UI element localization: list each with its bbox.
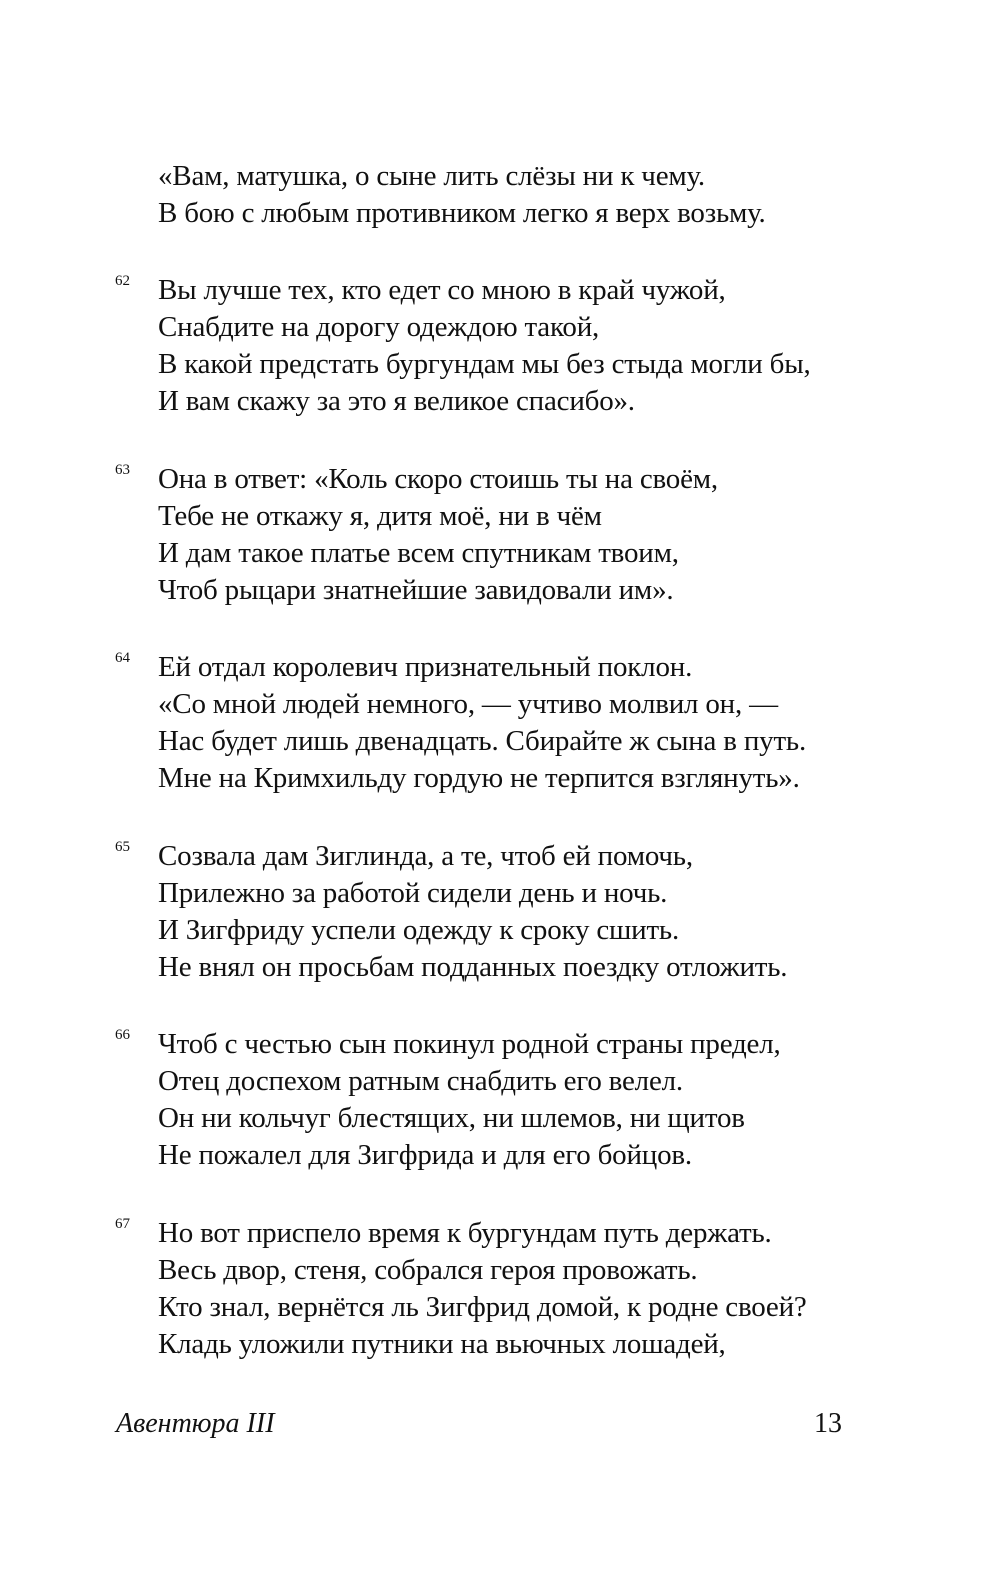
page-number: 13 <box>814 1408 842 1439</box>
stanza-62 <box>115 272 878 420</box>
verse-line: В бою с любым противником легко я верх возьму. <box>158 197 766 229</box>
stanza-66 <box>115 1026 878 1174</box>
verse-line: Вы лучше тех, кто едет со мною в край чужой, <box>158 274 726 306</box>
verse-line: Ей отдал королевич признательный поклон. <box>158 651 693 683</box>
verse-line: «Со мной людей немного, — учтиво молвил он, — <box>158 688 778 720</box>
stanza-61-end <box>158 158 878 232</box>
verse-line: Снабдите на дорогу одеждою такой, <box>158 311 600 343</box>
verse-line: Чтоб рыцари знатнейшие завидовали им». <box>158 574 674 606</box>
stanza-63 <box>115 461 878 609</box>
stanza-number: 67 <box>115 1216 130 1232</box>
verse-line: И Зигфриду успели одежду к сроку сшить. <box>158 914 679 946</box>
stanza-number: 63 <box>115 462 130 478</box>
verse-line: Не пожалел для Зигфрида и для его бойцов. <box>158 1139 692 1171</box>
stanza-64 <box>115 649 878 797</box>
stanza-number: 65 <box>115 839 130 855</box>
verse-line: Отец доспехом ратным снабдить его велел. <box>158 1065 683 1097</box>
verse-line: Он ни кольчуг блестящих, ни шлемов, ни щитов <box>158 1102 745 1134</box>
stanza-number: 62 <box>115 273 130 289</box>
stanza-67 <box>115 1215 878 1363</box>
stanza-number: 66 <box>115 1027 130 1043</box>
stanza-65 <box>115 838 878 986</box>
verse-line: Созвала дам Зиглинда, а те, чтоб ей помочь, <box>158 840 693 872</box>
verse-line: И вам скажу за это я великое спасибо». <box>158 385 635 417</box>
verse-line: Нас будет лишь двенадцать. Сбирайте ж сына в путь. <box>158 725 806 757</box>
verse-line: Чтоб с честью сын покинул родной страны предел, <box>158 1028 781 1060</box>
verse-line: В какой предстать бургундам мы без стыда могли бы, <box>158 348 811 380</box>
verse-line: Весь двор, стеня, собрался героя провожать. <box>158 1254 698 1286</box>
stanza-number: 64 <box>115 650 130 666</box>
verse-line: Мне на Кримхильду гордую не терпится взглянуть». <box>158 762 800 794</box>
verse-line: Кто знал, вернётся ль Зигфрид домой, к родне своей? <box>158 1291 807 1323</box>
verse-line: «Вам, матушка, о сыне лить слёзы ни к чему. <box>158 160 705 192</box>
verse-line: Она в ответ: «Коль скоро стоишь ты на своём, <box>158 463 718 495</box>
verse-line: Но вот приспело время к бургундам путь держать. <box>158 1217 772 1249</box>
verse-line: Прилежно за работой сидели день и ночь. <box>158 877 668 909</box>
verse-line: Тебе не откажу я, дитя моё, ни в чём <box>158 500 602 532</box>
verse-line: И дам такое платье всем спутникам твоим, <box>158 537 679 569</box>
verse-line: Кладь уложили путники на вьючных лошадей, <box>158 1328 726 1360</box>
running-footer-title: Авентюра III <box>116 1408 275 1439</box>
verse-line: Не внял он просьбам подданных поездку отложить. <box>158 951 788 983</box>
